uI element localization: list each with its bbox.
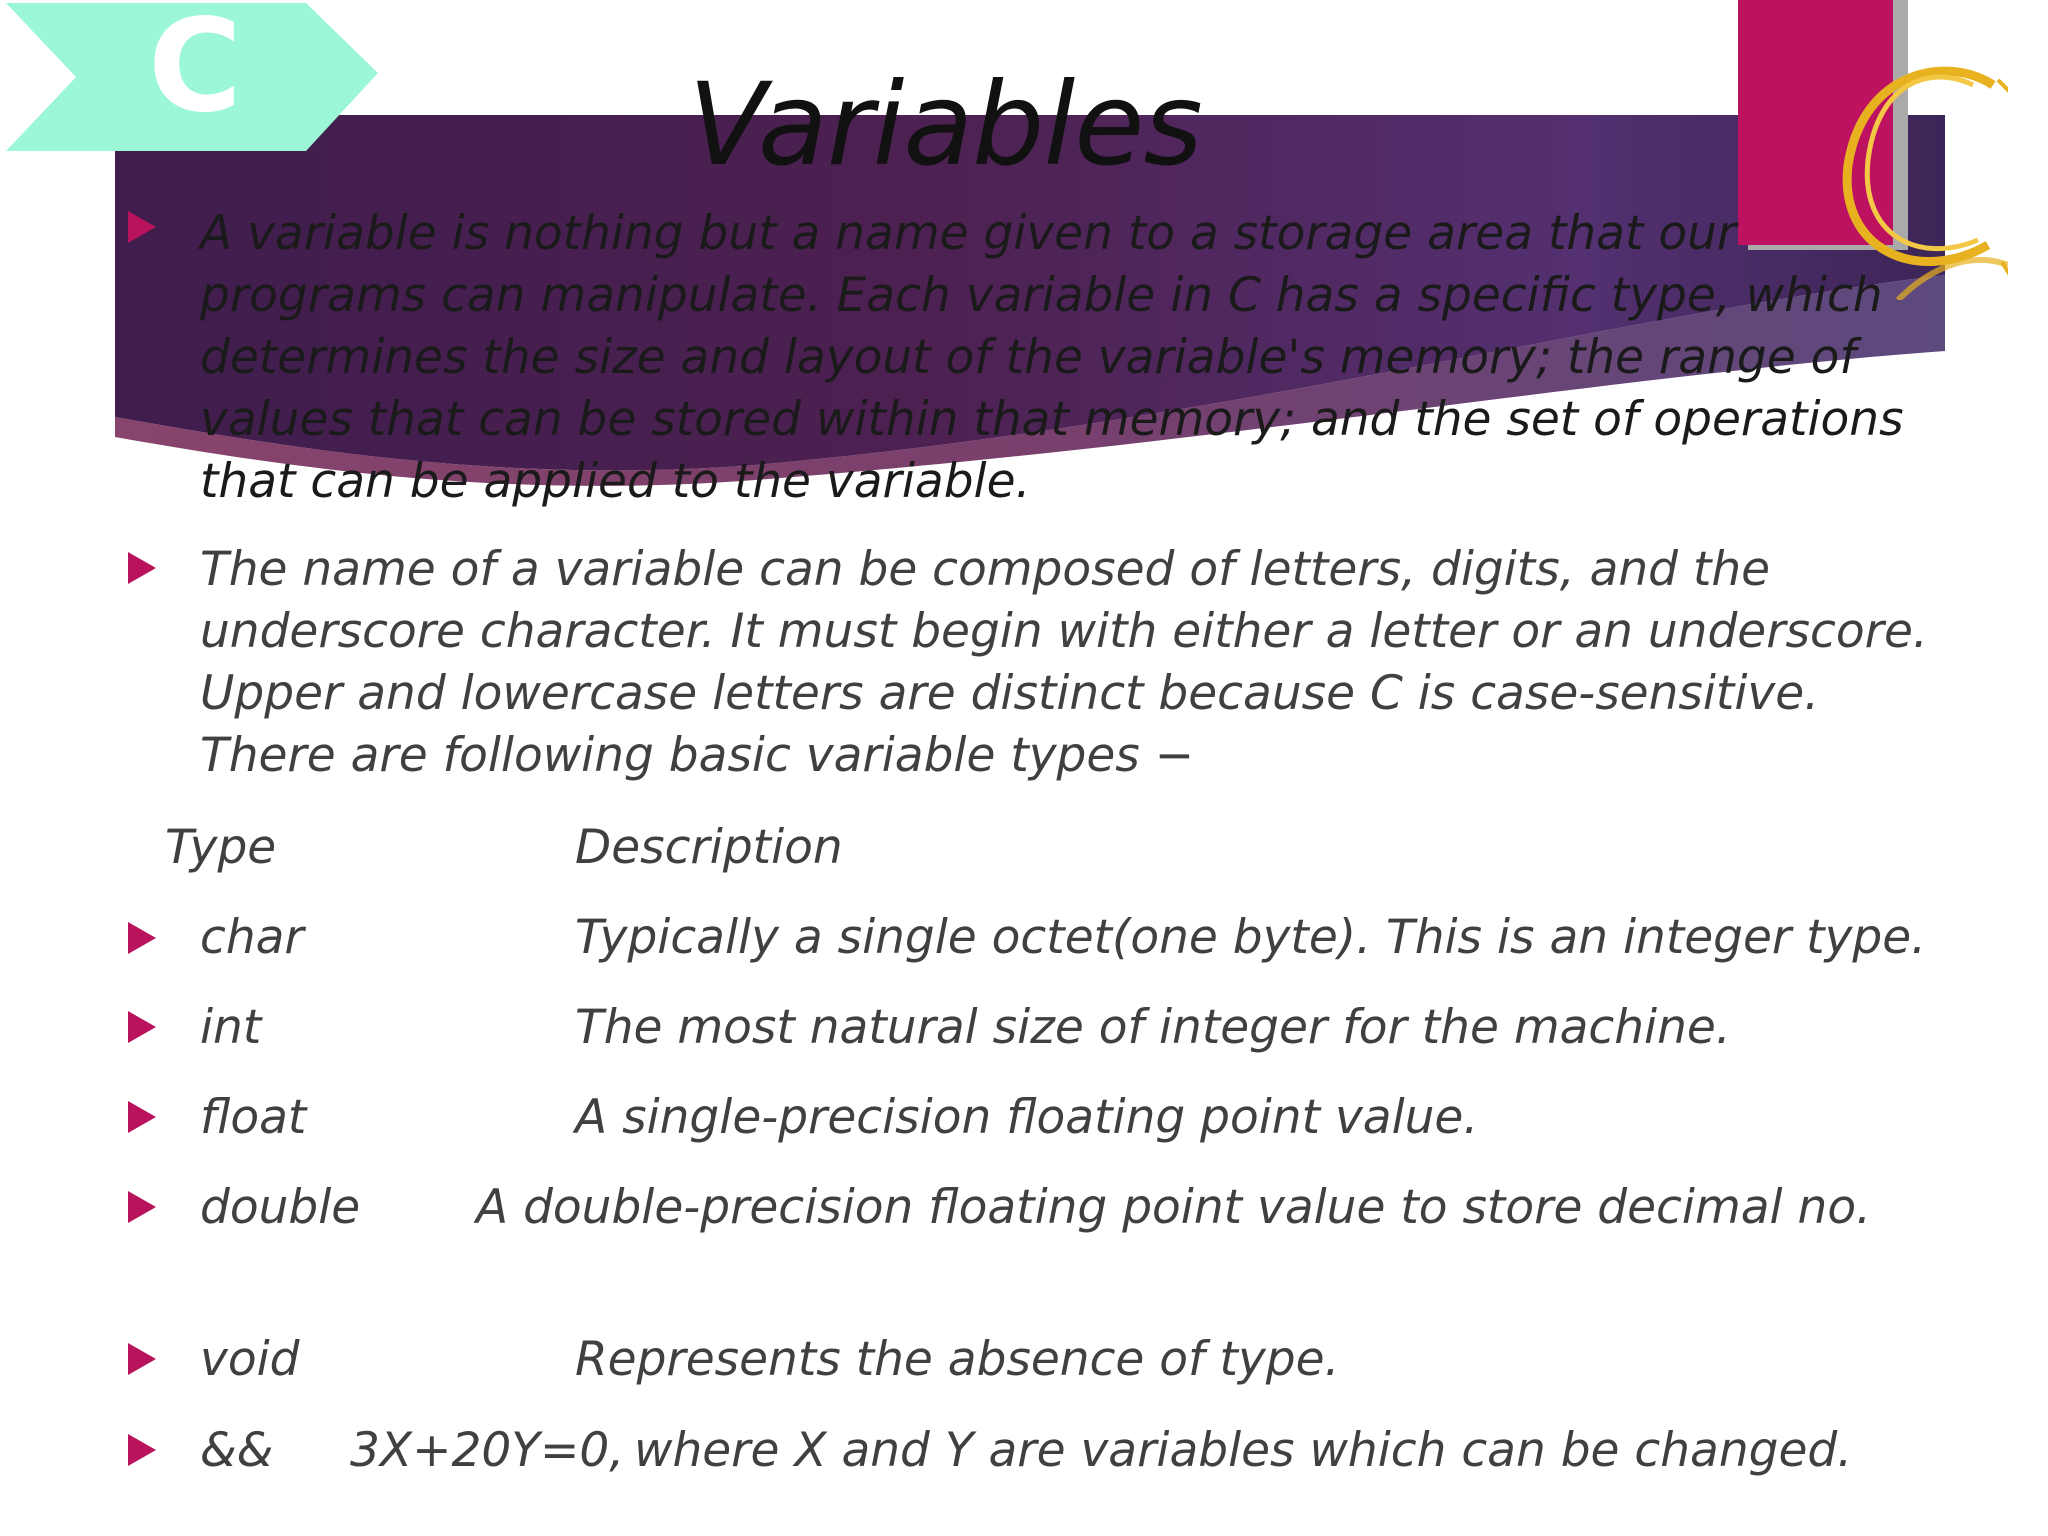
bullet-marker-icon [128, 1343, 156, 1375]
table-header-description: Description [575, 820, 843, 875]
example-explanation: where X and Y are variables which can be changed. [634, 1423, 1853, 1478]
slide-title: Variables [688, 58, 1202, 191]
type-name-int: int [200, 1000, 262, 1055]
type-description-void: Represents the absence of type. [575, 1332, 1340, 1387]
bullet-marker-icon [128, 211, 156, 243]
paragraph-naming-rules: The name of a variable can be composed of letters, digits, and the underscore character. It must begin with either a letter or an underscore. Upper and lowercase letters are distinct because C is case-sensitive. There are following basic variable types − [200, 542, 1928, 783]
type-name-float: float [200, 1090, 307, 1145]
type-description-float: A single-precision floating point value. [575, 1090, 1479, 1145]
type-description-char: Typically a single octet(one byte). This is an integer type. [575, 910, 1927, 965]
example-symbol: && [200, 1423, 274, 1478]
bullet-marker-icon [128, 1101, 156, 1133]
bullet-marker-icon [128, 552, 156, 584]
bullet-marker-icon [128, 1011, 156, 1043]
badge-letter: C [148, 0, 242, 141]
type-name-double: double [200, 1180, 361, 1235]
bullet-marker-icon [128, 1191, 156, 1223]
type-name-char: char [200, 910, 304, 965]
bullet-marker-icon [128, 922, 156, 954]
type-name-void: void [200, 1332, 300, 1387]
example-equation: 3X+20Y=0, [350, 1423, 625, 1478]
table-header-type: Type [165, 820, 277, 875]
paragraph-definition: A variable is nothing but a name given to a storage area that our programs can manipulate. Each variable in C has a specific type, which determines the size and layout of the variable's memory; the range of values that can be stored within that memory; and the set of operations that can be applied to the variable. [200, 206, 1904, 509]
bullet-marker-icon [128, 1434, 156, 1466]
type-description-int: The most natural size of integer for the machine. [575, 1000, 1731, 1055]
type-description-double: A double-precision floating point value to store decimal no. [476, 1180, 1872, 1235]
